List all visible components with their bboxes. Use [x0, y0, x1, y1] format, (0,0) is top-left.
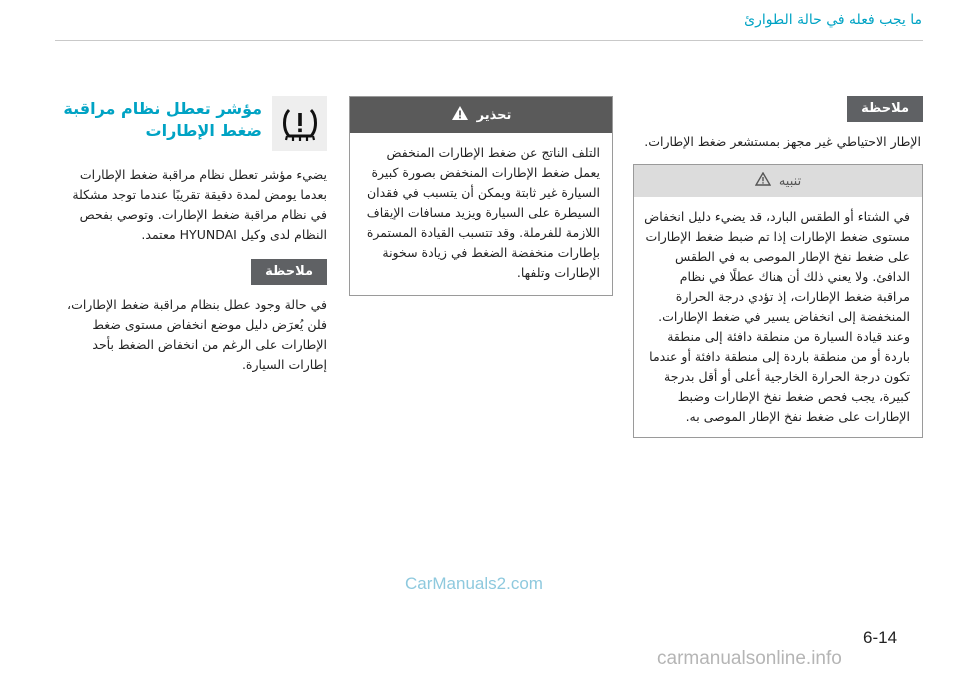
note-column	[633, 96, 923, 438]
warning-triangle-icon	[451, 105, 469, 125]
header-divider	[55, 40, 923, 41]
tpms-warning-icon	[272, 96, 327, 151]
warning-box	[349, 96, 613, 296]
notice-header	[634, 165, 922, 197]
note-label: ملاحظة	[251, 259, 327, 285]
notice-title: تنبيه	[778, 173, 802, 189]
tpms-note: في حالة وجود عطل بنظام مراقبة ضغط الإطارات، فلن يُعرَض دليل موضع انخفاض مستوى ضغط الإطارات على الرغم من انخفاض الضغط بأحد إطارات السيارة.	[67, 297, 327, 372]
warning-header	[350, 97, 612, 133]
section-header-title: ما يجب فعله في حالة الطوارئ	[744, 12, 922, 28]
note-label: ملاحظة	[847, 96, 923, 122]
spare-tire-note: الإطار الاحتياطي غير مجهز بمستشعر ضغط الإطارات.	[644, 134, 921, 149]
warning-triangle-icon	[755, 172, 771, 190]
notice-body: في الشتاء أو الطقس البارد، قد يضيء دليل انخفاض مستوى ضغط الإطارات إذا تم ضبط ضغط الإطارات على ضغط نفخ الإطار الموصى به في الطقس الدافئ. ولا يعني ذلك أن هناك عطلًا في نظام مراقبة ضغط الإطارات، إذ تؤدي درجة الحرارة المنخفضة إلى انخفاض يسير في ضغط الإطارات. وعند قيادة السيارة من منطقة دافئة إلى منطقة باردة أو من منطقة باردة إلى منطقة دافئة أو عندما تكون درجة الحرارة الخارجية أعلى أو أقل بدرجة كبيرة، يجب فحص ضغط نفخ الإطارات وضبط الإطارات على ضغط نفخ الإطار الموصى به.	[644, 209, 910, 424]
tpms-malfunction-title: مؤشر تعطل نظام مراقبة ضغط الإطارات	[63, 99, 262, 140]
footer-site: carmanualsonline.info	[657, 648, 842, 669]
warning-body: التلف الناتج عن ضغط الإطارات المنخفض يعمل ضغط الإطارات المنخفض بصورة كبيرة السيارة غير ثابتة ويمكن أن يتسبب في فقدان السيطرة على السيارة ويزيد مسافات الإيقاف اللازمة للفرملة. وقد تتسبب القيادة المستمرة بإطارات منخفضة الضغط في زيادة سخونة الإطارات وتلفها.	[366, 145, 600, 280]
page-number: 6-14	[863, 628, 898, 647]
watermark: CarManuals2.com	[405, 574, 543, 593]
tpms-malfunction-description: يضيء مؤشر تعطل نظام مراقبة ضغط الإطارات بعدما يومض لمدة دقيقة تقريبًا عندما توجد مشكلة في نظام مراقبة ضغط الإطارات. وتوصي بفحص النظام لدى وكيل HYUNDAI معتمد.	[72, 167, 327, 242]
tpms-column	[62, 96, 327, 375]
notice-box	[633, 164, 923, 438]
warning-title: تحذير	[476, 107, 512, 123]
